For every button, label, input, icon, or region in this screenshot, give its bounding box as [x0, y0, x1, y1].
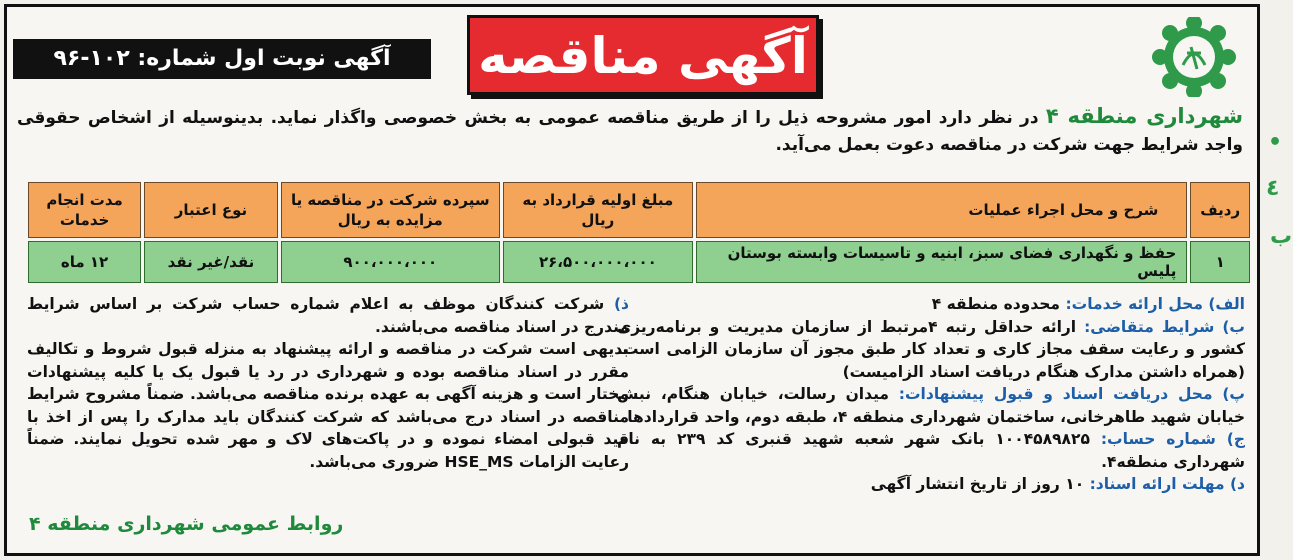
condition-j	[617, 428, 1245, 473]
condition-j-label: ج) شماره حساب:	[1100, 430, 1245, 448]
cell-duration: ۱۲ ماه	[28, 241, 141, 283]
condition-a-text: محدوده منطقه ۴	[931, 295, 1066, 313]
notice-title: آگهی مناقصه	[478, 27, 808, 85]
cell-description: حفظ و نگهداری فضای سبز، ابنیه و تاسیسات وابسته بوستان پلیس	[696, 241, 1187, 283]
tender-table	[25, 179, 1253, 286]
notice-number: آگهی نوبت اول شماره: ۱۰۲-۹۶	[13, 39, 431, 79]
intro-text: در نظر دارد امور مشروحه ذیل را از طریق مناقصه عمومی به بخش خصوصی واگذار نماید. بدینوسیله از اشخاص حقوقی واجد شرایط جهت شرکت در مناقصه دعوت بعمل می‌آید.	[17, 108, 1243, 155]
conditions-left-column	[27, 293, 629, 473]
cell-amount: ۲۶،۵۰۰،۰۰۰،۰۰۰	[503, 241, 693, 283]
header-deposit: سپرده شرکت در مناقصه یا مزایده به ریال	[281, 182, 500, 238]
table-row	[28, 241, 1250, 283]
condition-j-text: ۱۰۰۴۵۸۹۸۲۵ بانک شهر شعبه شهید قنبری کد ۲۳۹ به نام شهرداری منطقه۴.	[617, 430, 1245, 471]
condition-p-text: میدان رسالت، خیابان هنگام، نبش خیابان شهید طاهرخانی، ساختمان شهرداری منطقه ۴، طبقه دوم، واحد قراردادها	[617, 385, 1245, 426]
table-header-row	[28, 182, 1250, 238]
condition-b	[617, 316, 1245, 384]
public-relations-signature: روابط عمومی شهرداری منطقه ۴	[29, 513, 344, 535]
condition-a	[617, 293, 1245, 316]
header-row-no: ردیف	[1190, 182, 1250, 238]
header-duration: مدت انجام خدمات	[28, 182, 141, 238]
condition-extra: بدیهی است شرکت در مناقصه و ارائه پیشنهاد به منزله قبول شروط و تکالیف مقرر در اسناد مناقصه بوده و شهرداری در رد یا قبول یک یا کلیه پیشنهادات مختار است و هزینه آگهی به عهده برنده مناقصه می‌باشد. ضمناً مشروح شرایط مناقصه در اسناد درج می‌باشد که شرکت کنندگان باید مدارک را پس از اخذ با قید قبولی امضاء نموده و در پاکت‌های لاک و مهر شده تحویل نمایند. ضمناً رعایت الزامات HSE_MS ضروری می‌باشد.	[27, 340, 629, 471]
intro-paragraph	[17, 103, 1243, 159]
condition-d-text: ۱۰ روز از تاریخ انتشار آگهی	[870, 475, 1090, 493]
condition-a-label: الف) محل ارائه خدمات:	[1065, 295, 1245, 313]
conditions-right-column	[617, 293, 1245, 496]
notice-title-banner	[467, 15, 819, 95]
condition-z-text: شرکت کنندگان موظف به اعلام شماره حساب شرکت بر اساس شرایط مندرج در اسناد مناقصه می‌باشند.	[27, 295, 629, 336]
condition-p-label: پ) محل دریافت اسناد و قبول پیشنهادات:	[898, 385, 1246, 403]
condition-z-label: ذ)	[613, 295, 629, 313]
organization-name: شهرداری منطقه ۴	[1045, 104, 1243, 128]
cell-row-no: ۱	[1190, 241, 1250, 283]
condition-d	[617, 473, 1245, 496]
notice-header	[13, 13, 1251, 97]
cell-deposit: ۹۰۰،۰۰۰،۰۰۰	[281, 241, 500, 283]
header-credit: نوع اعتبار	[144, 182, 278, 238]
condition-d-label: د) مهلت ارائه اسناد:	[1089, 475, 1245, 493]
condition-b-label: ب) شرایط متقاضی:	[1084, 317, 1246, 336]
header-description: شرح و محل اجراء عملیات	[696, 182, 1187, 238]
cell-credit: نقد/غیر نقد	[144, 241, 278, 283]
tender-notice	[4, 4, 1260, 556]
page-edge-decoration: • ٤ ب	[1262, 0, 1293, 560]
tehran-municipality-logo-icon	[1139, 17, 1249, 97]
condition-z	[27, 293, 629, 338]
condition-p	[617, 383, 1245, 428]
condition-b-text: ارائه حداقل رتبه ۴مرتبط از سازمان مدیریت و برنامه‌ریزی کشور و رعایت سقف مجاز کاری و تعداد کار طبق مجوز آن سازمان الزامی است. (همراه داشتن مدارک هنگام دریافت اسناد الزامیست)	[617, 317, 1245, 381]
header-amount: مبلغ اولیه قرارداد به ریال	[503, 182, 693, 238]
